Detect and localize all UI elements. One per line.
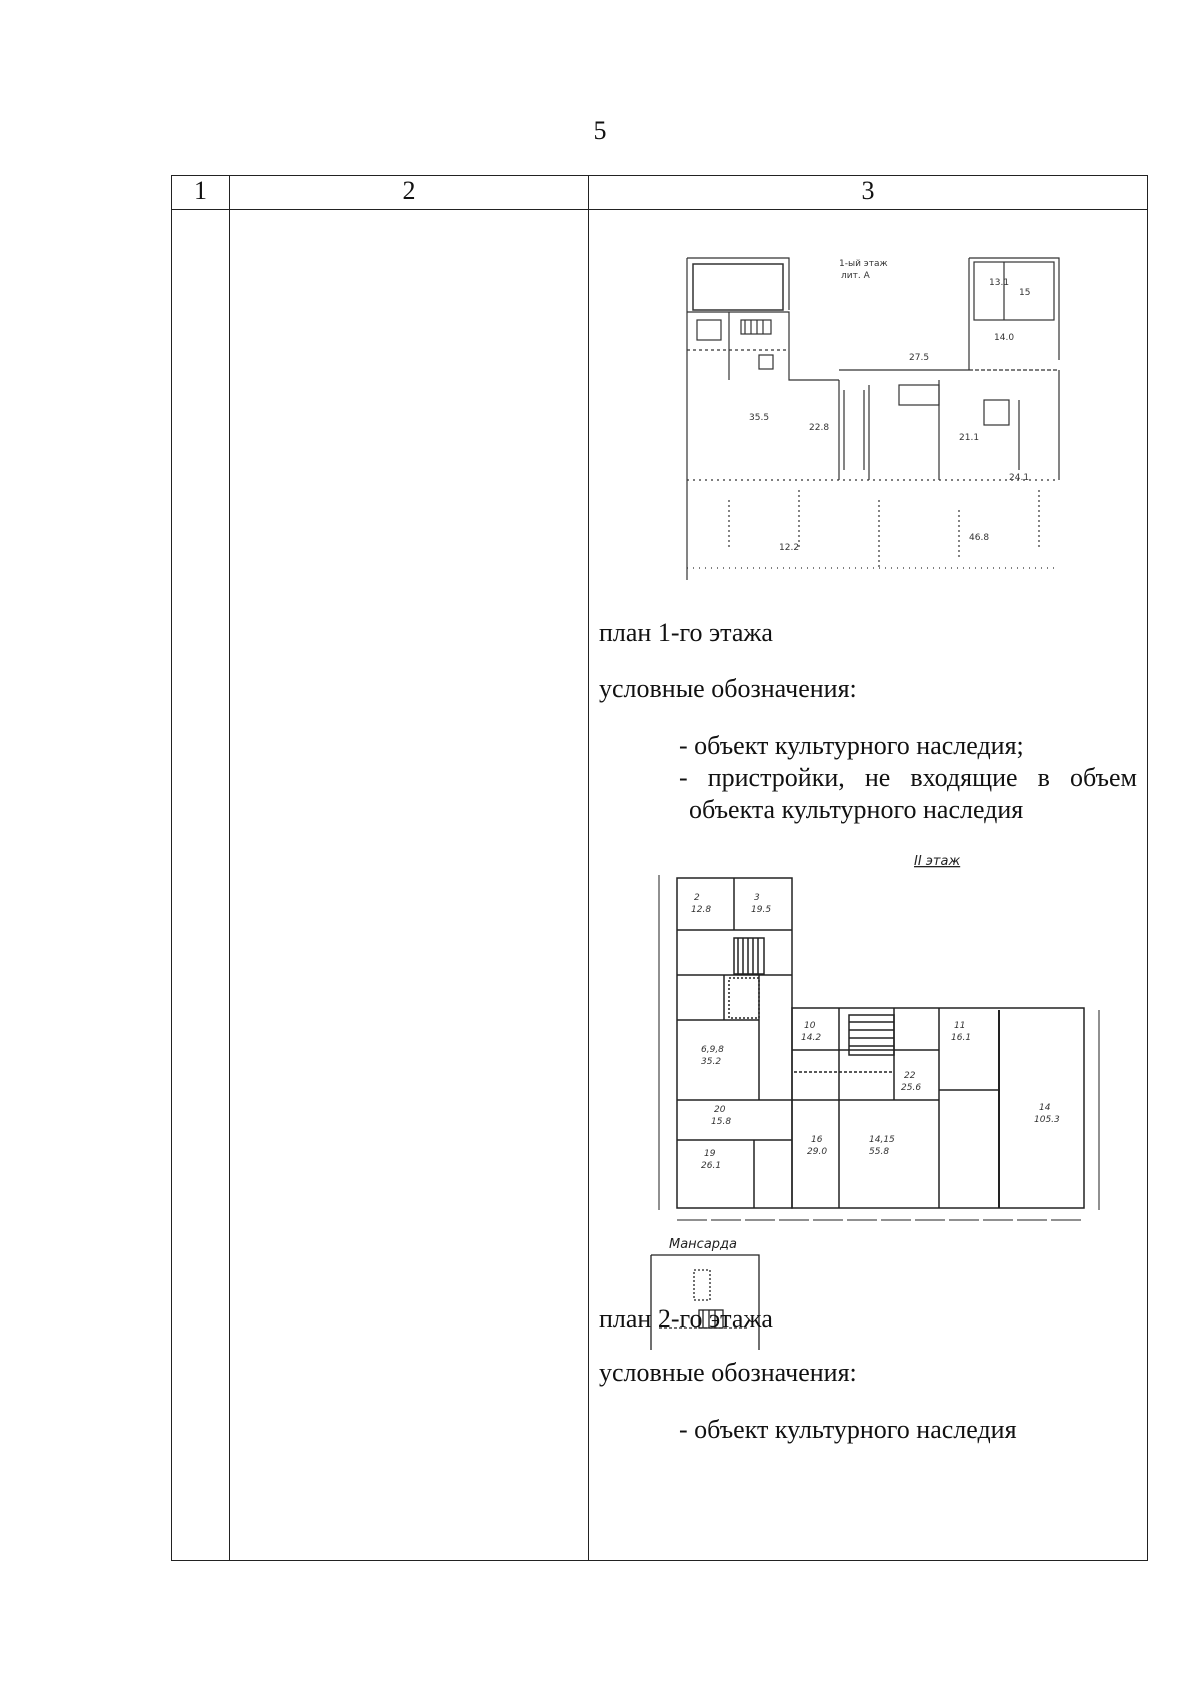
- document-table: [171, 175, 1148, 1561]
- cell-col-1: [172, 210, 230, 1561]
- legend-item-annex: - пристройки, не входящие в объем: [679, 763, 1137, 792]
- svg-text:14.0: 14.0: [994, 333, 1015, 343]
- room-area: 25.6: [901, 1083, 922, 1093]
- room-area: 55.8: [869, 1147, 890, 1157]
- room-area: 16.1: [951, 1033, 972, 1043]
- cell-col-3: [589, 210, 1148, 1561]
- plan-2-caption: план 2-го этажа: [599, 1304, 773, 1333]
- room-area: 19.5: [751, 905, 772, 915]
- room-area: 29.0: [807, 1147, 828, 1157]
- room-area: 35.2: [701, 1057, 722, 1067]
- svg-text:35.5: 35.5: [749, 413, 770, 423]
- attic-label: Мансарда: [669, 1237, 738, 1252]
- room-area: 26.1: [701, 1161, 722, 1171]
- room-number: 16: [811, 1135, 823, 1145]
- header-col-3: 3: [589, 176, 1148, 210]
- legend-item-annex-cont: объекта культурного наследия: [689, 795, 1024, 824]
- page-number: 5: [593, 116, 607, 145]
- room-number: 2: [694, 893, 700, 903]
- room-number: 22: [904, 1071, 916, 1081]
- room-number: 20: [714, 1105, 726, 1115]
- legend-item-heritage-2: - объект культурного наследия: [679, 1415, 1017, 1444]
- svg-text:13.1: 13.1: [989, 278, 1010, 288]
- table-body-row: [172, 210, 1148, 1561]
- plan-2-floor-drawing: [639, 850, 1109, 1350]
- svg-text:лит. А: лит. А: [841, 271, 870, 281]
- svg-text:12.2: 12.2: [779, 543, 800, 553]
- header-col-1: 1: [172, 176, 230, 210]
- plan-1-legend: [679, 730, 1137, 826]
- legend-item-heritage: - объект культурного наследия;: [679, 731, 1024, 760]
- room-number: 14: [1039, 1103, 1051, 1113]
- svg-text:22.8: 22.8: [809, 423, 830, 433]
- room-number: 19: [704, 1149, 716, 1159]
- plan-2-legend: [679, 1414, 1137, 1446]
- room-area: 14.2: [801, 1033, 822, 1043]
- plan-1-legend-title: условные обозначения:: [599, 674, 857, 703]
- plan-2-legend-title: условные обозначения:: [599, 1358, 857, 1387]
- svg-text:1-ый этаж: 1-ый этаж: [839, 259, 888, 269]
- room-number: 3: [754, 893, 760, 903]
- cell-col-2: [230, 210, 589, 1561]
- table-header-row: [172, 176, 1148, 210]
- room-number: 6,9,8: [701, 1045, 724, 1055]
- room-area: 105.3: [1034, 1115, 1060, 1125]
- svg-text:46.8: 46.8: [969, 533, 990, 543]
- floor-2-label: II этаж: [914, 854, 961, 869]
- room-number: 14,15: [869, 1135, 895, 1145]
- svg-text:27.5: 27.5: [909, 353, 930, 363]
- plan-1-floor-drawing: [679, 250, 1069, 590]
- svg-text:21.1: 21.1: [959, 433, 980, 443]
- svg-text:15: 15: [1019, 288, 1031, 298]
- room-area: 12.8: [691, 905, 712, 915]
- room-number: 11: [954, 1021, 966, 1031]
- svg-text:24.1: 24.1: [1009, 473, 1030, 483]
- header-col-2: 2: [230, 176, 589, 210]
- room-number: 10: [804, 1021, 816, 1031]
- room-area: 15.8: [711, 1117, 732, 1127]
- plan-1-caption: план 1-го этажа: [599, 618, 773, 647]
